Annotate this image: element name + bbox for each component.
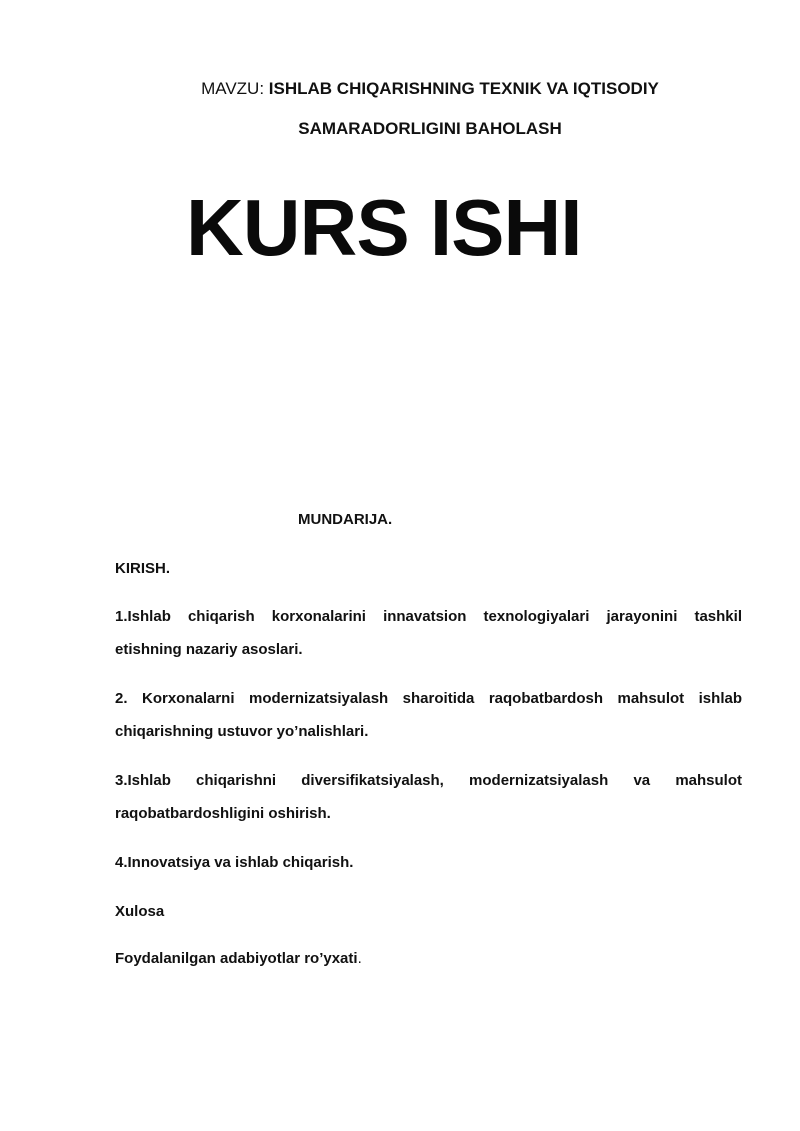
- topic-prefix: MAVZU:: [201, 79, 265, 98]
- toc-intro: KIRISH.: [115, 560, 171, 577]
- toc-references: [115, 942, 742, 975]
- contents-heading: MUNDARIJA.: [298, 511, 393, 528]
- toc-item-2: [115, 682, 742, 748]
- toc-references-text: Foydalanilgan adabiyotlar ro’yxati: [115, 950, 358, 967]
- toc-item-4: 4.Innovatsiya va ishlab chiqarish.: [115, 854, 354, 871]
- toc-references-period: .: [357, 950, 362, 967]
- toc-item-1-line-2: etishning nazariy asoslari.: [115, 641, 303, 658]
- toc-item-2-line-1: 2. Korxonalarni modernizatsiyalash sharoitida raqobatbardosh mahsulot ishlab: [115, 690, 742, 707]
- topic-title-line-1: ISHLAB CHIQARISHNING TEXNIK VA IQTISODIY: [268, 79, 659, 98]
- toc-item-2-line-2: chiqarishning ustuvor yo’nalishlari.: [115, 723, 369, 740]
- toc-item-3-line-2: raqobatbardoshligini oshirish.: [115, 805, 331, 822]
- topic-line-2: [0, 118, 800, 140]
- document-title: KURS ISHI: [186, 183, 582, 272]
- topic-title-line-2: SAMARADORLIGINI BAHOLASH: [298, 119, 562, 138]
- topic-line-1: [0, 78, 800, 100]
- toc-item-1-line-1: 1.Ishlab chiqarish korxonalarini innavatsion texnologiyalari jarayonini tashkil: [115, 608, 742, 625]
- toc-item-3-line-1: 3.Ishlab chiqarishni diversifikatsiyalash, modernizatsiyalash va mahsulot: [115, 772, 742, 789]
- toc-item-1: [115, 600, 742, 666]
- toc-item-3: [115, 764, 742, 830]
- toc-conclusion: Xulosa: [115, 903, 165, 920]
